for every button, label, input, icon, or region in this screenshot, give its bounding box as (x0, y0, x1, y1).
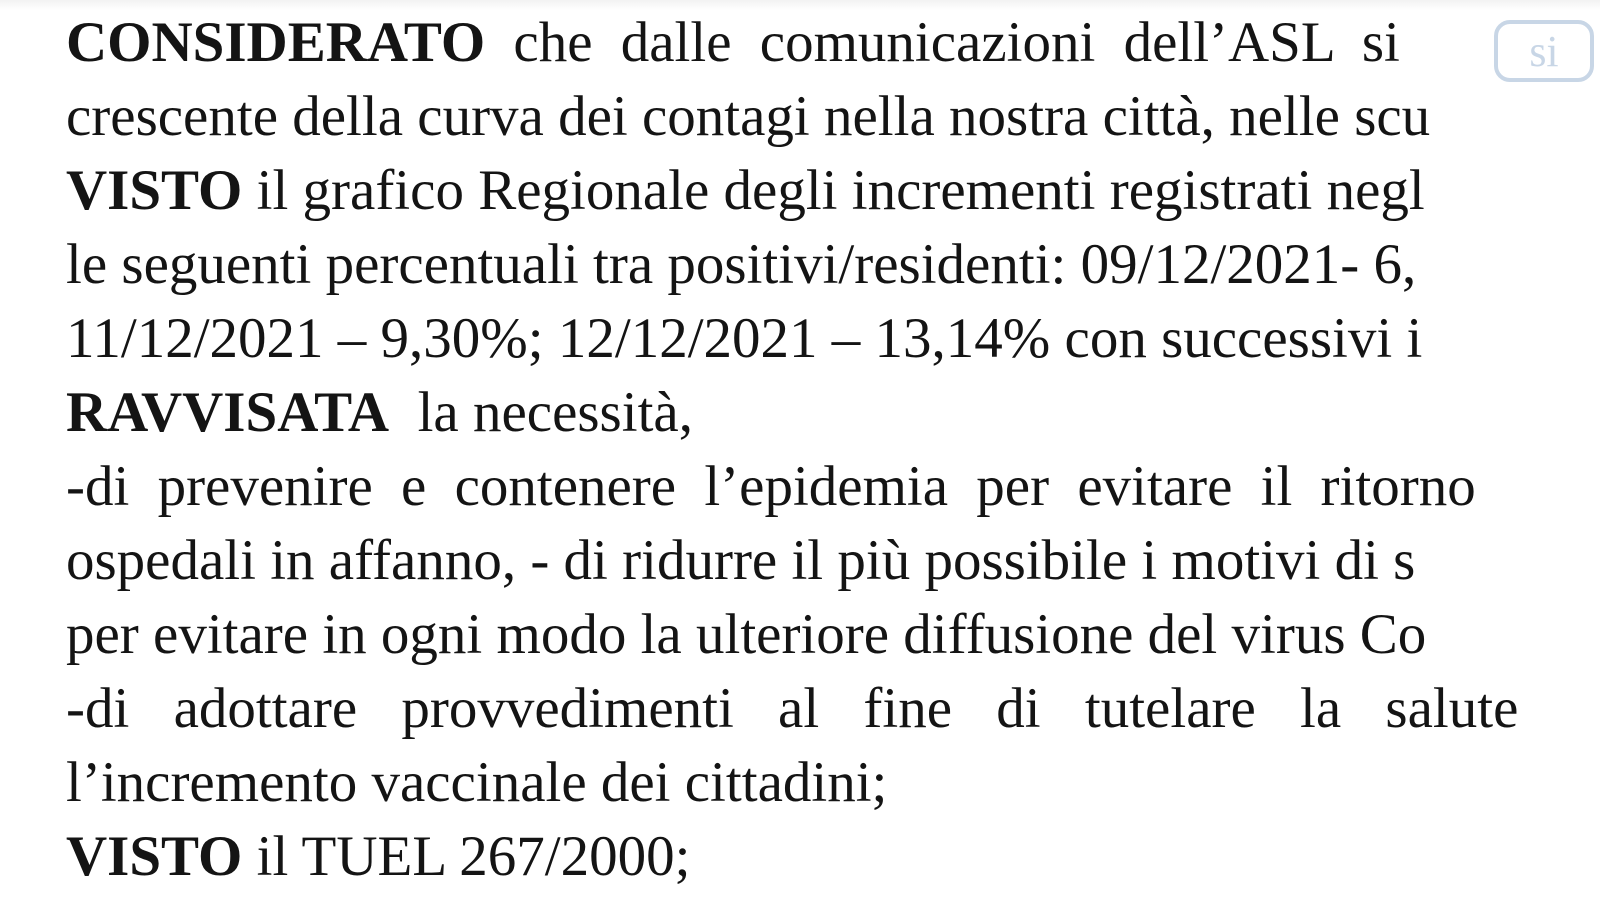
doc-line-2 (66, 80, 1430, 154)
doc-line-12-bold: VISTO (66, 825, 243, 888)
doc-line-6 (66, 376, 693, 450)
doc-line-6-text: la necessità, (389, 381, 693, 444)
doc-line-5 (66, 302, 1422, 376)
doc-line-3-text: il grafico Regionale degli incrementi registrati negl (242, 159, 1425, 222)
doc-line-9-text: per evitare in ogni modo la ulteriore diffusione del virus Co (66, 603, 1427, 666)
doc-line-12 (66, 820, 690, 894)
doc-line-6-bold: RAVVISATA (66, 381, 390, 444)
doc-line-9 (66, 598, 1426, 672)
doc-line-11 (66, 746, 887, 820)
doc-line-1-bold: CONSIDERATO (66, 11, 486, 74)
doc-line-10-text: -di adottare provvedimenti al fine di tutelare la salute (66, 677, 1519, 740)
doc-line-4-text: le seguenti percentuali tra positivi/residenti: 09/12/2021- 6, (66, 233, 1417, 296)
doc-line-3-bold: VISTO (66, 159, 243, 222)
doc-line-10 (66, 672, 1518, 746)
doc-line-11-text: l’incremento vaccinale dei cittadini; (66, 751, 888, 814)
doc-line-4 (66, 228, 1416, 302)
doc-line-3 (66, 154, 1425, 228)
doc-line-2-text: crescente della curva dei contagi nella nostra città, nelle scu (66, 85, 1431, 148)
doc-line-5-text: 11/12/2021 – 9,30%; 12/12/2021 – 13,14% con successivi i (66, 307, 1423, 370)
watermark-logo (1488, 8, 1598, 84)
doc-line-12-text: il TUEL 267/2000; (242, 825, 691, 888)
doc-line-1 (66, 6, 1400, 80)
doc-line-8 (66, 524, 1415, 598)
doc-line-7-text: -di prevenire e contenere l’epidemia per evitare il ritorno (66, 455, 1476, 518)
doc-line-8-text: ospedali in affanno, - di ridurre il più possibile i motivi di s (66, 529, 1416, 592)
doc-line-7 (66, 450, 1476, 524)
doc-line-1-text: che dalle comunicazioni dell’ASL si (485, 11, 1400, 74)
watermark-text: si (1529, 27, 1559, 76)
